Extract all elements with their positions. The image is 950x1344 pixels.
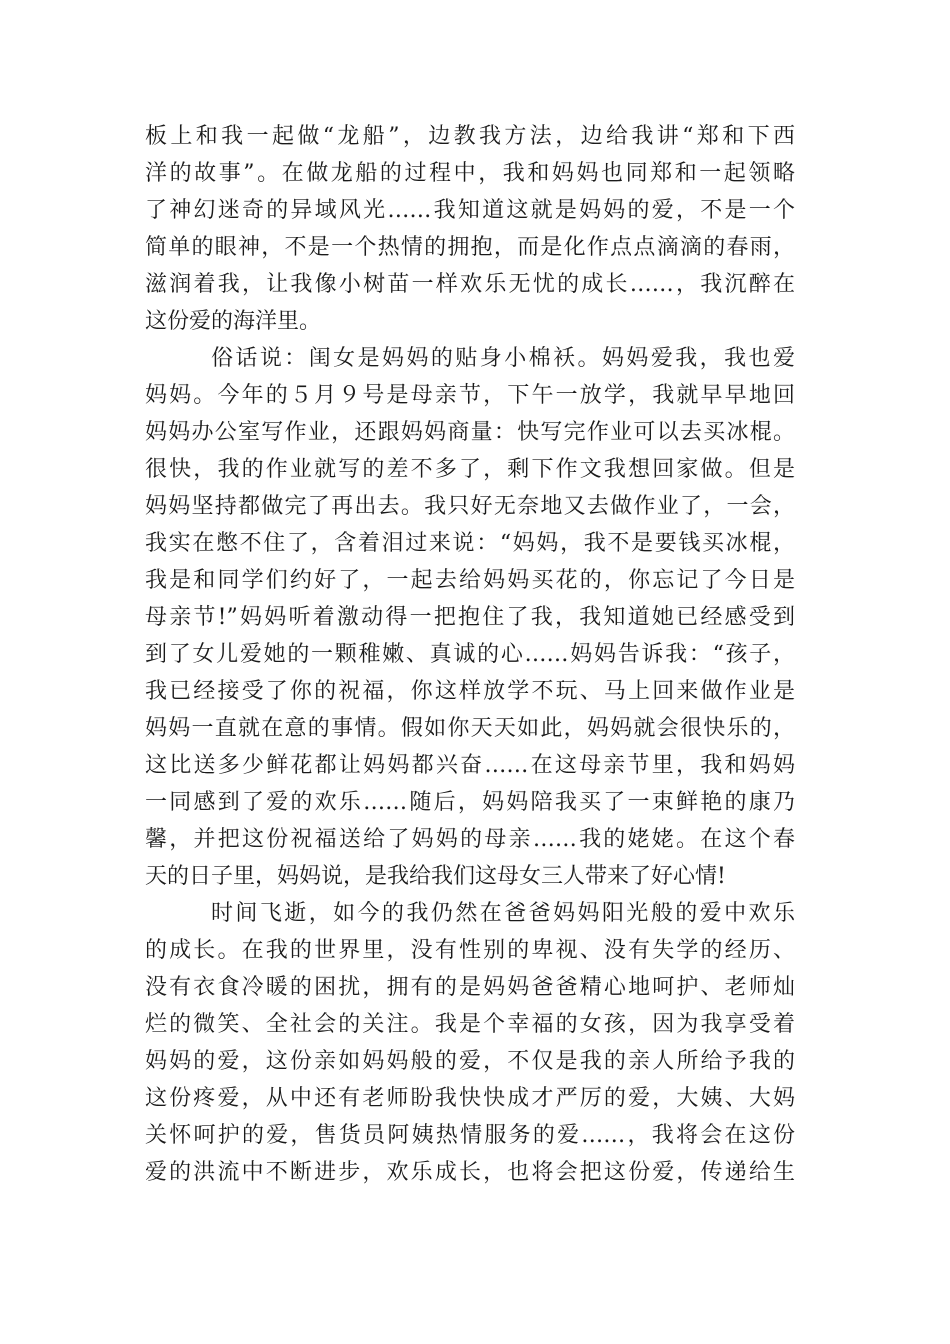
text-line: 了神幻迷奇的异域风光……我知道这就是妈妈的爱，不是一个 [145,198,795,223]
text-line: 很快，我的作业就写的差不多了，剩下作文我想回家做。但是 [145,457,795,482]
text-line: 妈妈。今年的５月９号是母亲节，下午一放学，我就早早地回 [145,383,795,408]
text-line: 妈妈办公室写作业，还跟妈妈商量：快写完作业可以去买冰棍。 [145,420,795,445]
text-line: 没有衣食冷暖的困扰，拥有的是妈妈爸爸精心地呵护、老师灿 [145,975,795,1000]
text-line: 关怀呵护的爱，售货员阿姨热情服务的爱……，我将会在这份 [145,1123,795,1148]
text-line: 妈妈坚持都做完了再出去。我只好无奈地又去做作业了，一会， [145,494,795,519]
text-line: 一同感到了爱的欢乐……随后，妈妈陪我买了一束鲜艳的康乃 [145,790,795,815]
document-body [145,118,805,1191]
text-line: 俗话说：闺女是妈妈的贴身小棉袄。妈妈爱我，我也爱 [211,346,795,371]
text-line: 到了女儿爱她的一颗稚嫩、真诚的心……妈妈告诉我：“孩子， [145,642,795,667]
text-line: 这比送多少鲜花都让妈妈都兴奋……在这母亲节里，我和妈妈 [145,753,795,778]
paragraph-2 [145,340,805,895]
text-line: 馨，并把这份祝福送给了妈妈的母亲……我的姥姥。在这个春 [145,827,795,852]
text-line: 滋润着我，让我像小树苗一样欢乐无忧的成长……，我沉醉在 [145,272,795,297]
text-line: 时间飞逝，如今的我仍然在爸爸妈妈阳光般的爱中欢乐 [211,901,795,926]
text-line: 板上和我一起做“龙船”，边教我方法，边给我讲“郑和下西 [145,124,795,149]
text-line: 我是和同学们约好了，一起去给妈妈买花的，你忘记了今日是 [145,568,795,593]
text-line: 的成长。在我的世界里，没有性别的卑视、没有失学的经历、 [145,938,795,963]
text-line: 妈妈一直就在意的事情。假如你天天如此，妈妈就会很快乐的， [145,716,795,741]
text-line: 爱的洪流中不断进步，欢乐成长，也将会把这份爱，传递给生 [145,1160,795,1185]
text-line: 天的日子里，妈妈说，是我给我们这母女三人带来了好心情! [145,864,726,889]
text-line: 这份疼爱，从中还有老师盼我快快成才严厉的爱，大姨、大妈 [145,1086,795,1111]
text-line: 洋的故事”。在做龙船的过程中，我和妈妈也同郑和一起领略 [145,161,795,186]
text-line: 这份爱的海洋里。 [145,309,322,334]
text-line: 简单的眼神，不是一个热情的拥抱，而是化作点点滴滴的春雨， [145,235,795,260]
text-line: 母亲节!”妈妈听着激动得一把抱住了我，我知道她已经感受到 [145,605,795,630]
text-line: 妈妈的爱，这份亲如妈妈般的爱，不仅是我的亲人所给予我的 [145,1049,795,1074]
paragraph-3 [145,895,805,1191]
text-line: 我已经接受了你的祝福，你这样放学不玩、马上回来做作业是 [145,679,795,704]
text-line: 烂的微笑、全社会的关注。我是个幸福的女孩，因为我享受着 [145,1012,795,1037]
paragraph-1 [145,118,805,340]
text-line: 我实在憋不住了，含着泪过来说：“妈妈，我不是要钱买冰棍， [145,531,795,556]
